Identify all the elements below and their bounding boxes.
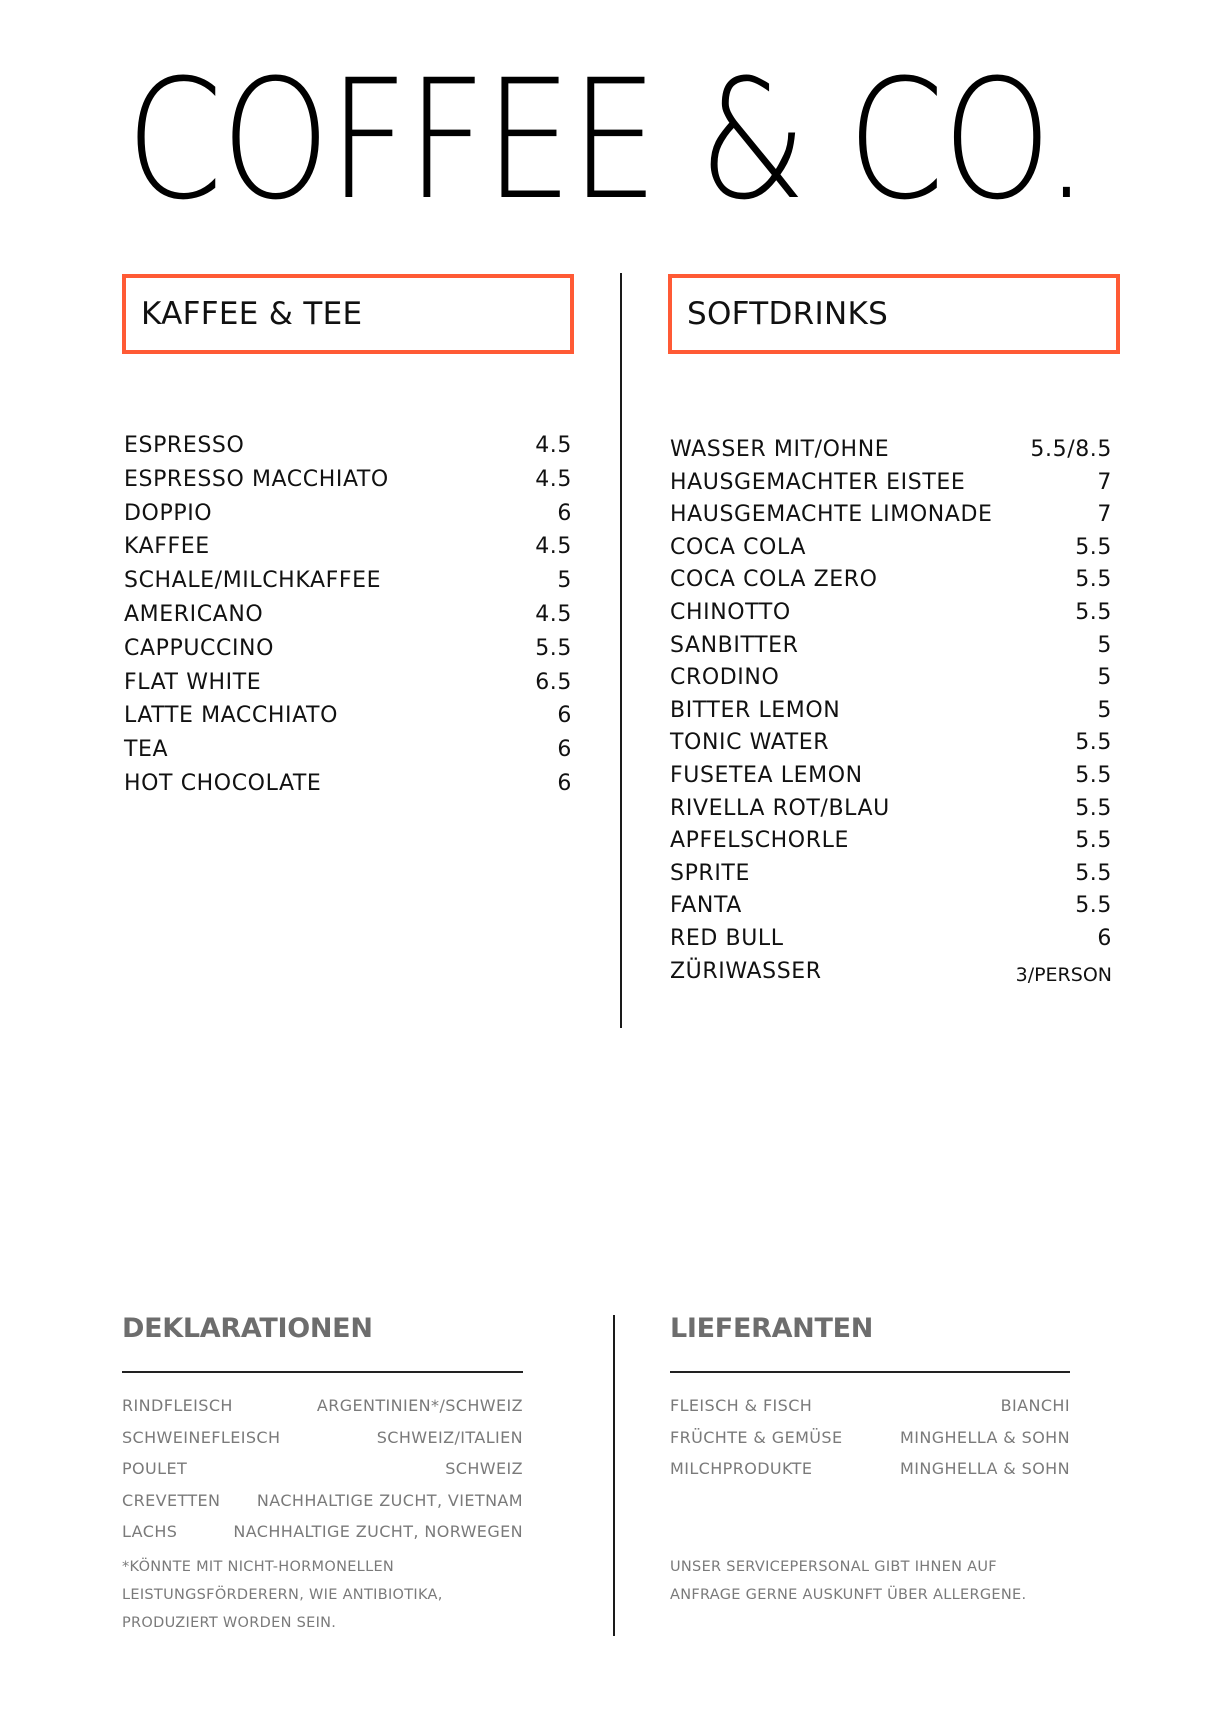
menu-item-name: TONIC WATER: [670, 730, 830, 756]
menu-item-name: SPRITE: [670, 860, 750, 886]
deklarationen-row: [122, 1522, 523, 1544]
allergen-note: [670, 1553, 1026, 1609]
menu-item-price: 5: [1097, 665, 1112, 691]
menu-item-name: AMERICANO: [124, 602, 264, 627]
menu-item: [670, 470, 1112, 500]
menu-item-name: KAFFEE: [124, 534, 210, 560]
menu-item-name: FLAT WHITE: [124, 669, 262, 695]
menu-item-price: 5.5: [1075, 893, 1112, 919]
menu-item-name: LATTE MACCHIATO: [124, 703, 338, 729]
menu-item: [124, 534, 572, 564]
lieferanten-value: MINGHELLA & SOHN: [900, 1427, 1070, 1447]
menu-item-price: 5.5: [1075, 795, 1112, 821]
menu-item-price: 5.5/8.5: [1030, 437, 1112, 462]
lieferanten-rule: [670, 1371, 1070, 1373]
page-title: COFFEE & CO.: [126, 44, 1087, 236]
menu-item-name: CRODINO: [670, 665, 780, 691]
menu-item-price: 6: [1097, 926, 1112, 951]
deklarationen-value: NACHHALTIGE ZUCHT, VIETNAM: [256, 1490, 523, 1510]
column-divider-top: [620, 273, 622, 1028]
menu-item-name: APFELSCHORLE: [670, 828, 849, 854]
menu-item: [124, 501, 572, 531]
column-divider-bottom: [613, 1315, 615, 1636]
menu-item: [670, 698, 1112, 728]
deklarationen-list: [122, 1396, 523, 1556]
menu-item: [670, 926, 1112, 956]
menu-item: [124, 467, 572, 497]
menu-item-name: HAUSGEMACHTE LIMONADE: [670, 502, 993, 528]
menu-item: [670, 730, 1112, 760]
deklarationen-row: [122, 1428, 523, 1450]
deklarationen-item: LACHS: [122, 1522, 178, 1541]
menu-item-name: SCHALE/MILCHKAFFEE: [124, 568, 382, 594]
footnote-line: *KÖNNTE MIT NICHT-HORMONELLEN: [122, 1559, 395, 1575]
menu-item-name: CHINOTTO: [670, 600, 791, 625]
note-line: ANFRAGE GERNE AUSKUNFT ÜBER ALLERGENE.: [670, 1587, 1027, 1603]
menu-item-name: RED BULL: [670, 926, 784, 951]
deklarationen-value: ARGENTINIEN*/SCHWEIZ: [316, 1396, 523, 1415]
note-line: UNSER SERVICEPERSONAL GIBT IHNEN AUF: [670, 1559, 997, 1575]
lieferanten-row: [670, 1459, 1070, 1481]
menu-item-name: FANTA: [670, 893, 742, 919]
kaffee-tee-list: [124, 433, 572, 813]
menu-item-name: WASSER MIT/OHNE: [670, 437, 890, 462]
menu-item-price: 4.5: [535, 534, 572, 560]
lieferanten-row: [670, 1396, 1070, 1418]
menu-item: [124, 568, 572, 598]
menu-item: [670, 763, 1112, 793]
menu-item-name: FUSETEA LEMON: [670, 763, 863, 788]
menu-item-price: 6: [557, 737, 572, 763]
deklarationen-rule: [122, 1371, 523, 1373]
menu-item-price: 7: [1097, 502, 1112, 528]
deklarationen-row: [122, 1459, 523, 1481]
deklarationen-value: SCHWEIZ: [445, 1459, 523, 1478]
menu-item: [124, 602, 572, 632]
menu-item-price: 5.5: [1075, 828, 1112, 854]
menu-item-name: TEA: [124, 737, 169, 763]
footnote-line: PRODUZIERT WORDEN SEIN.: [122, 1615, 337, 1631]
menu-item-price: 5.5: [535, 635, 572, 661]
lieferanten-item: FRÜCHTE & GEMÜSE: [670, 1427, 843, 1447]
menu-item-price: 5.5: [1075, 730, 1112, 756]
category-heading-kaffee-tee: KAFFEE & TEE: [141, 296, 363, 332]
menu-item-price: 5.5: [1075, 567, 1112, 593]
softdrinks-list: [670, 437, 1112, 997]
menu-item-price: 4.5: [535, 466, 572, 492]
menu-item: [670, 600, 1112, 630]
menu-item-price: 6: [557, 771, 572, 796]
menu-item-price: 5: [557, 568, 572, 594]
menu-item-name: BITTER LEMON: [670, 697, 841, 723]
menu-item-price: 7: [1097, 469, 1112, 495]
menu-item-name: RIVELLA ROT/BLAU: [670, 795, 890, 821]
menu-item-name: COCA COLA: [670, 534, 806, 560]
menu-item: [670, 567, 1112, 597]
menu-item-price: 6.5: [535, 669, 572, 695]
section-heading-lieferanten: LIEFERANTEN: [670, 1313, 874, 1344]
lieferanten-item: FLEISCH & FISCH: [670, 1396, 813, 1415]
menu-item: [670, 665, 1112, 695]
deklarationen-footnote: [122, 1553, 443, 1637]
menu-item: [124, 737, 572, 767]
menu-item-price: 5: [1097, 697, 1112, 723]
menu-item: [124, 771, 572, 801]
menu-item-name: DOPPIO: [124, 500, 213, 526]
menu-item: [670, 535, 1112, 565]
menu-item: [670, 502, 1112, 532]
category-heading-softdrinks: SOFTDRINKS: [687, 296, 889, 332]
deklarationen-item: RINDFLEISCH: [122, 1396, 233, 1415]
menu-item-price: 6: [557, 500, 572, 526]
menu-item: [670, 861, 1112, 891]
menu-item-name: HOT CHOCOLATE: [124, 771, 322, 796]
lieferanten-item: MILCHPRODUKTE: [670, 1459, 813, 1478]
menu-item-price: 5: [1097, 632, 1112, 658]
menu-item-name: HAUSGEMACHTER EISTEE: [670, 469, 966, 495]
menu-item: [670, 633, 1112, 663]
menu-item-name: CAPPUCCINO: [124, 635, 275, 661]
footnote-line: LEISTUNGSFÖRDERERN, WIE ANTIBIOTIKA,: [122, 1587, 443, 1603]
menu-item-name: COCA COLA ZERO: [670, 567, 878, 593]
category-box-kaffee-tee: [122, 274, 574, 354]
menu-item-price: 5.5: [1075, 600, 1112, 625]
menu-item: [124, 670, 572, 700]
menu-item-name: ZÜRIWASSER: [670, 958, 822, 984]
deklarationen-row: [122, 1491, 523, 1513]
menu-item: [670, 959, 1112, 989]
menu-item-name: SANBITTER: [670, 632, 799, 658]
menu-item: [670, 828, 1112, 858]
menu-item-price: 6: [557, 703, 572, 729]
lieferanten-value: MINGHELLA & SOHN: [900, 1459, 1070, 1478]
menu-item: [670, 893, 1112, 923]
menu-item-price: 3/PERSON: [1015, 963, 1112, 986]
menu-item: [124, 433, 572, 463]
deklarationen-value: NACHHALTIGE ZUCHT, NORWEGEN: [233, 1522, 523, 1541]
deklarationen-item: CREVETTEN: [122, 1490, 221, 1510]
menu-item-name: ESPRESSO MACCHIATO: [124, 466, 389, 492]
menu-item-price: 5.5: [1075, 763, 1112, 788]
lieferanten-row: [670, 1428, 1070, 1450]
menu-item-price: 4.5: [535, 433, 572, 458]
deklarationen-row: [122, 1396, 523, 1418]
menu-item: [124, 703, 572, 733]
deklarationen-value: SCHWEIZ/ITALIEN: [376, 1427, 523, 1447]
section-heading-deklarationen: DEKLARATIONEN: [122, 1313, 373, 1344]
category-box-softdrinks: [668, 274, 1120, 354]
menu-item-name: ESPRESSO: [124, 433, 245, 458]
lieferanten-list: [670, 1396, 1070, 1496]
menu-item: [124, 636, 572, 666]
menu-item: [670, 437, 1112, 467]
menu-item: [670, 796, 1112, 826]
lieferanten-value: BIANCHI: [1000, 1396, 1070, 1415]
menu-item-price: 4.5: [535, 602, 572, 627]
deklarationen-item: POULET: [122, 1459, 188, 1478]
menu-item-price: 5.5: [1075, 534, 1112, 560]
menu-item-price: 5.5: [1075, 860, 1112, 886]
deklarationen-item: SCHWEINEFLEISCH: [122, 1427, 281, 1447]
